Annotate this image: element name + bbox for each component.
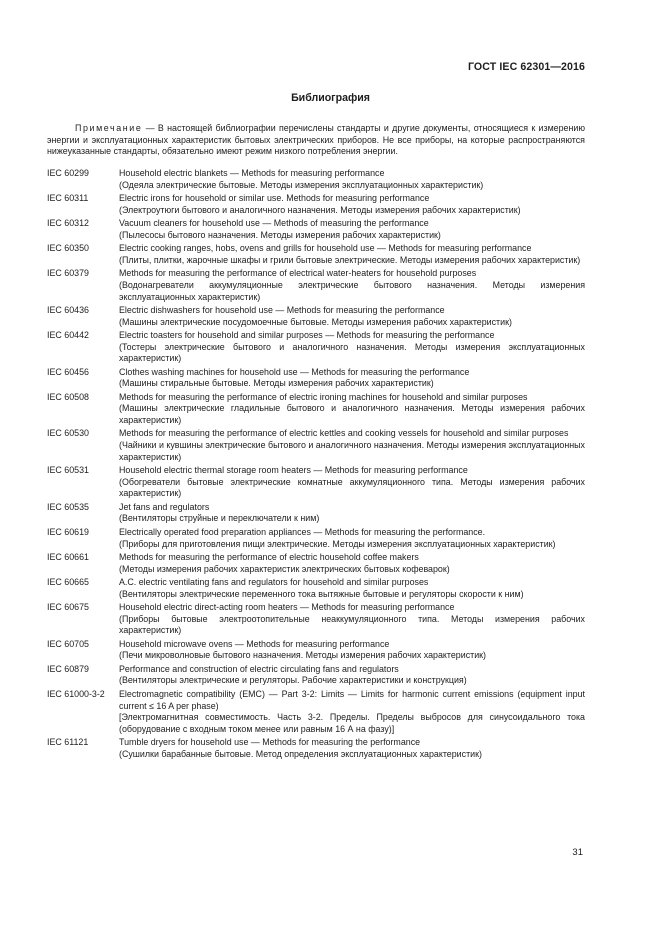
entry-title-ru: (Вентиляторы струйные и переключатели к ним) — [119, 513, 320, 524]
entry-code: IEC 60436 — [47, 304, 89, 315]
entry-code: IEC 61121 — [47, 737, 89, 748]
entry-title-ru: (Пылесосы бытового назначения. Методы измерения рабочих характеристик) — [119, 229, 441, 240]
entry-title-en: Electric cooking ranges, hobs, ovens and grills for household use — Methods for measuring performance — [119, 243, 532, 254]
entry-code: IEC 60508 — [47, 391, 89, 402]
entry-code: IEC 60312 — [47, 218, 89, 229]
entry-code: IEC 60350 — [47, 243, 89, 254]
entry-title-en: A.C. electric ventilating fans and regulators for household and similar purposes — [119, 577, 429, 588]
entry-code: IEC 60530 — [47, 428, 89, 439]
entry-title-en: Methods for measuring the performance of electrical water-heaters for household purposes — [119, 268, 477, 279]
entry-title-en: Methods for measuring the performance of electric kettles and cooking vessels for household and similar purposes — [119, 428, 569, 439]
bibliography-entry — [47, 428, 585, 463]
entry-body — [119, 218, 585, 241]
entry-title-ru: (Тостеры электрические бытового и аналогичного назначения. Методы измерения эксплуатационных характеристик) — [119, 341, 585, 364]
entry-title-en: Electromagnetic compatibility (EMC) — Part 3-2: Limits — Limits for harmonic current emissions (equipment input current ≤ 16 A per phase) — [119, 688, 585, 711]
entry-code: IEC 60619 — [47, 526, 89, 537]
bibliography-entry — [47, 268, 585, 303]
entry-title-ru: (Одеяла электрические бытовые. Методы измерения эксплуатационных характеристик) — [119, 179, 484, 190]
entry-body — [119, 577, 585, 600]
entry-code: IEC 60675 — [47, 602, 89, 613]
bibliography-entry — [47, 218, 585, 241]
bibliography-entry — [47, 577, 585, 600]
entry-code: IEC 60531 — [47, 465, 89, 476]
note-text: — В настоящей библиографии перечислены стандарты и другие документы, относящиеся к измерению энергии и эксплуатационных характеристик бытовых электрических приборов. Не все приборы, на которые распространяются нижеуказанные стандарты, обязательно имеют режим низкого потребления энергии. — [47, 123, 585, 157]
entry-title-ru: (Приборы для приготовления пищи электрические. Методы измерения эксплуатационных характеристик) — [119, 538, 556, 549]
entry-title-en: Electrically operated food preparation appliances — Methods for measuring the performance. — [119, 526, 486, 537]
entry-body — [119, 639, 585, 662]
entry-title-en: Jet fans and regulators — [119, 501, 210, 512]
bibliography-entry — [47, 552, 585, 575]
entry-body — [119, 502, 585, 525]
entry-title-ru: (Машины электрические гладильные бытового и аналогичного назначения. Методы измерения рабочих характеристик) — [119, 403, 585, 425]
entry-title-en: Methods for measuring the performance of electric ironing machines for household and similar purposes — [119, 391, 528, 402]
entry-code: IEC 60879 — [47, 663, 89, 674]
entry-title-ru: (Сушилки барабанные бытовые. Метод определения эксплуатационных характеристик) — [119, 748, 482, 759]
entry-code: IEC 60456 — [47, 366, 89, 377]
entry-code: IEC 60661 — [47, 551, 89, 562]
entry-title-ru: (Вентиляторы электрические и регуляторы. Рабочие характеристики и конструкция) — [119, 675, 467, 686]
page-number: 31 — [572, 847, 583, 858]
entry-title-en: Electric dishwashers for household use — Methods for measuring the performance — [119, 304, 445, 315]
entry-code: IEC 61000-3-2 — [47, 688, 105, 699]
entry-title-en: Household electric direct-acting room heaters — Methods for measuring performance — [119, 602, 455, 613]
bibliography-entry — [47, 664, 585, 687]
entry-body — [119, 330, 585, 365]
entry-title-en: Household microwave ovens — Methods for measuring performance — [119, 638, 390, 649]
entry-body — [119, 602, 585, 637]
entry-body — [119, 392, 585, 427]
entry-title-ru: (Электроутюги бытового и аналогичного назначения. Методы измерения рабочих характеристик) — [119, 204, 521, 215]
bibliography-entry — [47, 527, 585, 550]
entry-title-en: Household electric blankets — Methods for measuring performance — [119, 168, 385, 178]
bibliography-note — [47, 123, 585, 158]
page-title: Библиография — [291, 92, 370, 104]
entry-code: IEC 60299 — [47, 168, 89, 178]
entry-body — [119, 664, 585, 687]
entry-title-ru: (Вентиляторы электрические переменного тока вытяжные бытовые и регуляторы скорости к ним) — [119, 588, 524, 599]
page-header-standard: ГОСТ IEC 62301—2016 — [467, 61, 585, 73]
entry-body — [119, 689, 585, 735]
entry-title-en: Electric toasters for household and similar purposes — Methods for measuring the performance — [119, 330, 495, 341]
entry-title-en: Tumble dryers for household use — Methods for measuring the performance — [119, 737, 421, 748]
entry-title-ru: [Электромагнитная совместимость. Часть 3-2. Пределы. Пределы выбросов для синусоидального тока (оборудование с входным током менее или равным 16 А на фазу)] — [119, 712, 585, 734]
entry-title-ru: (Методы измерения рабочих характеристик электрических бытовых кофеварок) — [119, 563, 450, 574]
entry-code: IEC 60665 — [47, 577, 89, 588]
entry-body — [119, 367, 585, 390]
entry-title-en: Methods for measuring the performance of electric household coffee makers — [119, 551, 419, 562]
entry-code: IEC 60379 — [47, 268, 89, 279]
entry-title-ru: (Чайники и кувшины электрические бытового и аналогичного назначения. Методы измерения эксплуатационных характеристик) — [119, 440, 585, 462]
entry-code: IEC 60311 — [47, 193, 89, 204]
entry-body — [119, 268, 585, 303]
entry-title-ru: (Машины стиральные бытовые. Методы измерения рабочих характеристик) — [119, 378, 434, 389]
entry-body — [119, 527, 585, 550]
entry-code: IEC 60442 — [47, 330, 89, 341]
bibliography-entry — [47, 193, 585, 216]
entry-title-en: Vacuum cleaners for household use — Methods of measuring the performance — [119, 218, 429, 229]
bibliography-entry — [47, 392, 585, 427]
entry-title-ru: (Водонагреватели аккумуляционные электрические бытового назначения. Методы измерения эксплуатационных характеристик) — [119, 279, 585, 302]
note-label: Примечание — [75, 123, 143, 133]
bibliography-entry — [47, 305, 585, 328]
bibliography-entry — [47, 602, 585, 637]
entry-body — [119, 737, 585, 760]
entry-title-en: Electric irons for household or similar use. Methods for measuring performance — [119, 193, 430, 204]
entry-body — [119, 243, 585, 266]
entry-body — [119, 168, 585, 191]
entry-title-en: Clothes washing machines for household use — Methods for measuring the performance — [119, 366, 470, 377]
entry-title-en: Performance and construction of electric circulating fans and regulators — [119, 663, 399, 674]
entry-title-ru: (Обогреватели бытовые электрические комнатные аккумуляционного типа. Методы измерения рабочих характеристик) — [119, 476, 585, 499]
entry-title-ru: (Плиты, плитки, жарочные шкафы и грили бытовые электрические. Методы измерения рабочих характеристик) — [119, 254, 581, 265]
bibliography-entry — [47, 367, 585, 390]
bibliography-entry — [47, 737, 585, 760]
entry-title-en: Household electric thermal storage room heaters — Methods for measuring performance — [119, 465, 468, 476]
bibliography-entry — [47, 502, 585, 525]
entry-body — [119, 305, 585, 328]
bibliography-entry — [47, 168, 585, 191]
bibliography-entry — [47, 330, 585, 365]
bibliography-entry — [47, 243, 585, 266]
entry-title-ru: (Машины электрические посудомоечные бытовые. Методы измерения рабочих характеристик) — [119, 316, 512, 327]
bibliography-list — [47, 168, 585, 762]
entry-body — [119, 193, 585, 216]
bibliography-entry — [47, 639, 585, 662]
entry-title-ru: (Приборы бытовые электроотопительные неаккумуляционного типа. Методы измерения рабочих характеристик) — [119, 613, 585, 636]
entry-title-ru: (Печи микроволновые бытового назначения. Методы измерения рабочих характеристик) — [119, 650, 486, 661]
bibliography-entry — [47, 689, 585, 735]
bibliography-entry — [47, 465, 585, 500]
entry-body — [119, 465, 585, 500]
entry-code: IEC 60535 — [47, 501, 89, 512]
entry-body — [119, 428, 585, 463]
entry-body — [119, 552, 585, 575]
entry-code: IEC 60705 — [47, 638, 89, 649]
